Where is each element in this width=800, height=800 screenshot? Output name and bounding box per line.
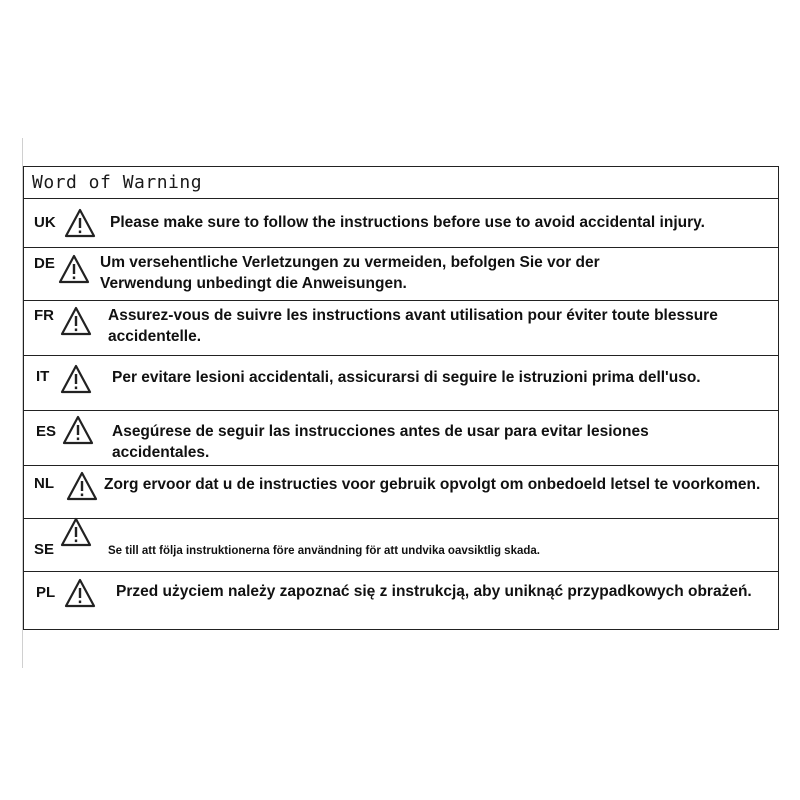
warning-triangle-icon xyxy=(66,471,98,501)
language-code-de: DE xyxy=(34,255,55,272)
warning-title: Word of Warning xyxy=(32,172,203,193)
warning-row-uk xyxy=(24,199,778,248)
warning-text-uk: Please make sure to follow the instructions before use to avoid accidental injury. xyxy=(110,214,705,231)
warning-row-pl xyxy=(24,572,778,629)
language-code-uk: UK xyxy=(34,214,56,231)
warning-text-nl: Zorg ervoor dat u de instructies voor gebruik opvolgt om onbedoeld letsel te voorkomen. xyxy=(104,476,761,493)
warning-table xyxy=(23,166,779,630)
language-code-es: ES xyxy=(36,423,57,440)
title-row xyxy=(24,167,778,199)
warning-text-fr: Assurez-vous de suivre les instructions avant utilisation pour éviter toute blessure accidentelle. xyxy=(108,307,718,345)
language-code-se: SE xyxy=(34,541,55,558)
warning-triangle-icon xyxy=(64,578,96,608)
warning-triangle-icon xyxy=(58,254,90,284)
language-code-nl: NL xyxy=(34,475,54,492)
warning-text-se: Se till att följa instruktionerna före användning för att undvika oavsiktlig skada. xyxy=(108,545,540,557)
warning-text-pl: Przed użyciem należy zapoznać się z instrukcją, aby uniknąć przypadkowych obrażeń. xyxy=(116,583,752,600)
warning-text-it: Per evitare lesioni accidentali, assicurarsi di seguire le istruzioni prima dell'uso. xyxy=(112,369,701,386)
language-code-it: IT xyxy=(36,368,50,385)
warning-row-fr xyxy=(24,301,778,356)
warning-text-de: Um versehentliche Verletzungen zu vermeiden, befolgen Sie vor der Verwendung unbedingt die Anweisungen. xyxy=(100,254,600,292)
language-code-pl: PL xyxy=(36,584,56,601)
warning-text-es: Asegúrese de seguir las instrucciones antes de usar para evitar lesiones accidentales. xyxy=(112,423,649,461)
warning-triangle-icon xyxy=(62,415,94,445)
warning-triangle-icon xyxy=(60,517,92,547)
warning-row-nl xyxy=(24,466,778,519)
warning-row-se xyxy=(24,519,778,572)
warning-triangle-icon xyxy=(64,208,96,238)
warning-triangle-icon xyxy=(60,364,92,394)
warning-row-it xyxy=(24,356,778,411)
language-code-fr: FR xyxy=(34,307,54,324)
warning-row-de xyxy=(24,248,778,301)
warning-triangle-icon xyxy=(60,306,92,336)
warning-row-es xyxy=(24,411,778,466)
